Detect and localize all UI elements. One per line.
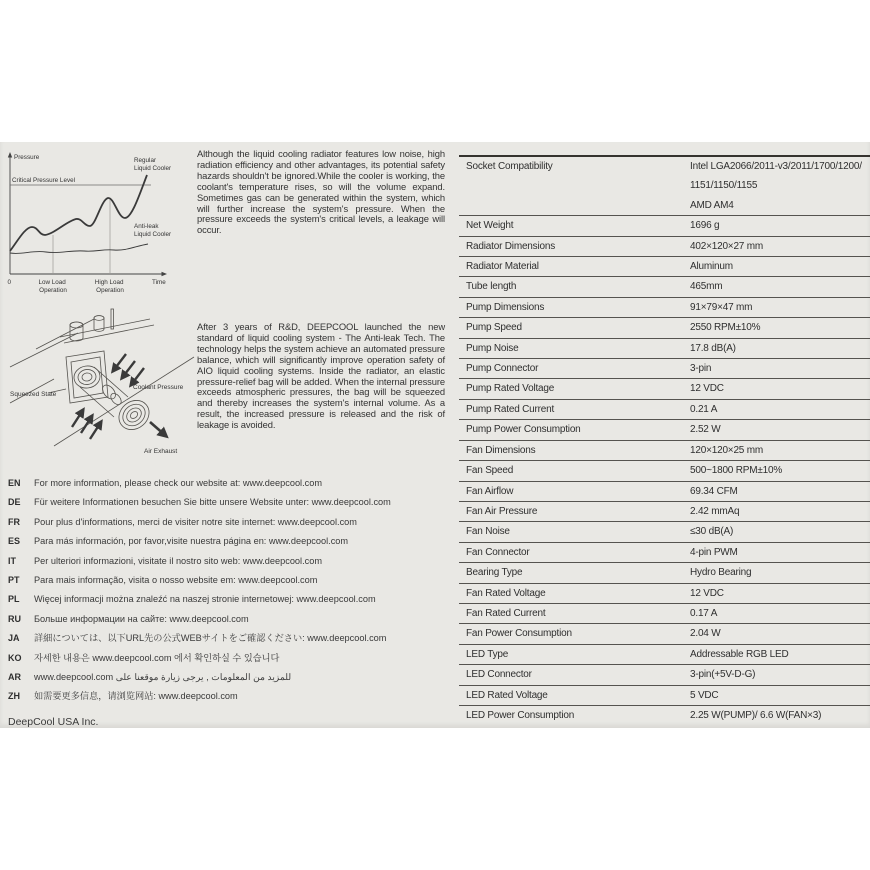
antileak-cooler-label: Anti-leak Liquid Cooler: [134, 223, 172, 238]
spec-label: Pump Dimensions: [466, 301, 545, 313]
spec-value-line: 3-pin(+5V-D-G): [690, 669, 756, 681]
spec-row: [459, 583, 870, 603]
chart-ylabel: Pressure: [14, 154, 40, 161]
spec-label: Tube length: [466, 281, 517, 293]
x-axis-arrow-icon: [162, 272, 168, 276]
language-row-es: [8, 532, 448, 551]
language-row-de: [8, 493, 448, 512]
spec-row: [459, 521, 870, 541]
spec-value: [690, 482, 870, 501]
spec-label: Fan Rated Current: [466, 607, 546, 619]
coolant-pressure-arrows: [113, 354, 144, 385]
spec-value: [690, 359, 870, 378]
spec-table: [459, 155, 870, 725]
spec-value: [690, 604, 870, 623]
language-text: For more information, please check our website at: www.deepcool.com: [34, 478, 323, 488]
spec-value-line: 3-pin: [690, 363, 712, 375]
language-code: ZH: [8, 691, 20, 702]
language-text: 如需要更多信息，请浏览网站: www.deepcool.com: [34, 691, 238, 702]
spec-row: [459, 378, 870, 398]
spec-value-line: 2.42 mmAq: [690, 505, 740, 517]
spec-value-line: ≤30 dB(A): [690, 526, 734, 538]
spec-label: Fan Airflow: [466, 485, 514, 497]
antileak-diagram: [8, 305, 198, 460]
spec-value: [690, 298, 870, 317]
spec-value-line: 120×120×25 mm: [690, 444, 764, 456]
spec-value: [690, 420, 870, 439]
language-row-ar: [8, 668, 448, 687]
spec-value-line: 465mm: [690, 281, 723, 293]
spec-label: Fan Power Consumption: [466, 628, 572, 640]
language-text: Para mais informação, visita o nosso website em: www.deepcool.com: [34, 574, 318, 585]
spec-row: [459, 440, 870, 460]
language-code: JA: [8, 633, 20, 644]
spec-value: [690, 379, 870, 398]
spec-label: Pump Rated Current: [466, 403, 555, 415]
language-text: Więcej informacji można znaleźć na naszej stronie internetowej: www.deepcool.com: [34, 594, 376, 605]
language-text: Pour plus d'informations, merci de visiter notre site internet: www.deepcool.com: [34, 516, 357, 527]
spec-value: [690, 645, 870, 664]
spec-value: [690, 584, 870, 603]
spec-row: [459, 460, 870, 480]
spec-value: [690, 543, 870, 562]
spec-value-line: 4-pin PWM: [690, 546, 738, 558]
coolant-pressure-label: Coolant Pressure: [133, 384, 184, 391]
spec-row: [459, 338, 870, 358]
spec-row: [459, 644, 870, 664]
language-row-ru: [8, 610, 448, 629]
language-text: للمزيد من المعلومات , يرجى زيارة موقعنا على www.deepcool.com: [34, 671, 292, 682]
spec-label: Net Weight: [466, 220, 514, 232]
spec-value-line: 12 VDC: [690, 587, 724, 599]
language-text: 자세한 내용은 www.deepcool.com 에서 확인하실 수 있습니다: [34, 652, 280, 663]
spec-label: Fan Speed: [466, 465, 514, 477]
antileak-diagram-svg: [8, 305, 198, 460]
language-text: 詳細については、以下URL先の公式WEBサイトをご確認ください: www.deepcool.com: [34, 633, 387, 644]
language-text: Per ulteriori informazioni, visitate il nostro sito web: www.deepcool.com: [34, 555, 322, 566]
language-row-it: [8, 552, 448, 571]
language-code: RU: [8, 613, 21, 624]
language-code: ES: [8, 536, 21, 547]
spec-value: [690, 441, 870, 460]
spec-value-line: 500~1800 RPM±10%: [690, 465, 783, 477]
spec-value: [690, 706, 870, 725]
language-code: AR: [8, 671, 21, 682]
regular-cooler-label: Regular Liquid Cooler: [134, 157, 172, 172]
spec-row: [459, 705, 870, 725]
spec-value-line: 402×120×27 mm: [690, 240, 764, 252]
spec-label: LED Rated Voltage: [466, 689, 548, 701]
language-code: KO: [8, 652, 22, 663]
spec-value-line: 2.52 W: [690, 424, 721, 436]
spec-row: [459, 481, 870, 501]
spec-value: [690, 686, 870, 705]
spec-value: [690, 665, 870, 684]
language-text: Para más información, por favor,visite nuestra página en: www.deepcool.com: [34, 536, 349, 547]
spec-row: [459, 297, 870, 317]
spec-value-line: 12 VDC: [690, 383, 724, 395]
language-website-list: [8, 474, 448, 707]
spec-row: [459, 623, 870, 643]
language-row-pl: [8, 590, 448, 609]
antileak-cooler-curve: [10, 244, 148, 253]
spec-value: [690, 563, 870, 582]
spec-value-line: Addressable RGB LED: [690, 648, 789, 660]
air-exhaust-label: Air Exhaust: [144, 448, 178, 455]
language-code: FR: [8, 516, 20, 527]
spec-label: Fan Dimensions: [466, 444, 536, 456]
language-row-ja: [8, 629, 448, 648]
spec-value: [690, 157, 870, 215]
spec-value-line: Hydro Bearing: [690, 567, 752, 579]
spec-label: Radiator Dimensions: [466, 240, 556, 252]
language-code: PL: [8, 594, 20, 605]
spec-row: [459, 501, 870, 521]
spec-label: Pump Connector: [466, 363, 539, 375]
pressure-chart-svg: [4, 147, 196, 299]
spec-label: LED Connector: [466, 669, 532, 681]
spec-value: [690, 339, 870, 358]
spec-row: [459, 215, 870, 235]
language-row-ko: [8, 649, 448, 668]
language-code: PT: [8, 574, 20, 585]
language-row-pt: [8, 571, 448, 590]
high-load-tick-label: High Load Operation: [94, 279, 124, 294]
spec-label: Pump Noise: [466, 342, 519, 354]
language-code: EN: [8, 478, 21, 488]
spec-value-line: 1696 g: [690, 220, 720, 232]
spec-value: [690, 237, 870, 256]
spec-label: Radiator Material: [466, 261, 539, 273]
spec-value-line: 2.04 W: [690, 628, 721, 640]
air-exhaust-arrow: [150, 422, 166, 436]
spec-value: [690, 502, 870, 521]
spec-label: Fan Connector: [466, 546, 530, 558]
language-text: Больше информации на сайте: www.deepcool.com: [34, 613, 249, 624]
spec-value: [690, 277, 870, 296]
spec-value: [690, 216, 870, 235]
spec-value-line: 2550 RPM±10%: [690, 322, 761, 334]
spec-label: Pump Power Consumption: [466, 424, 581, 436]
spec-value-line: AMD AM4: [690, 199, 734, 211]
spec-value: [690, 257, 870, 276]
squeezed-state-label: Squeezed State: [10, 391, 57, 398]
spec-value-line: 2.25 W(PUMP)/ 6.6 W(FAN×3): [690, 709, 822, 721]
spec-value-line: 69.34 CFM: [690, 485, 738, 497]
spec-label: Bearing Type: [466, 567, 523, 579]
spec-label: Pump Speed: [466, 322, 522, 334]
spec-row: [459, 419, 870, 439]
spec-row: [459, 664, 870, 684]
spec-row: [459, 236, 870, 256]
critical-level-label: Critical Pressure Level: [12, 177, 75, 184]
spec-label: Pump Rated Voltage: [466, 383, 555, 395]
pressure-chart: [4, 147, 196, 299]
spec-label: Fan Air Pressure: [466, 505, 538, 517]
spec-row: [459, 685, 870, 705]
language-code: IT: [8, 555, 16, 566]
radiator-line-art: [10, 309, 194, 446]
spec-label: LED Type: [466, 648, 509, 660]
spec-value-line: 0.17 A: [690, 607, 718, 619]
language-text: Für weitere Informationen besuchen Sie bitte unsere Website unter: www.deepcool.com: [34, 497, 391, 508]
spec-label: Fan Rated Voltage: [466, 587, 546, 599]
spec-value: [690, 522, 870, 541]
spec-row: [459, 399, 870, 419]
origin-tick-label: 0: [7, 279, 12, 286]
company-name: DeepCool USA Inc.: [8, 716, 99, 728]
spec-row: [459, 562, 870, 582]
language-row-zh: [8, 687, 448, 706]
spec-value: [690, 624, 870, 643]
intro-paragraph-1: Although the liquid cooling radiator features low noise, high radiation efficiency and other advantages, its potential safety hazards shouldn't be ignored.While the cooler is working, the coolant's temperature rises, so will the volume expand. Sometimes gas can be generated within the system, which will further increase the system's pressure. When the pressure exceeds the system's critical levels, a leakage will occur.: [197, 148, 445, 236]
spec-value-line: 17.8 dB(A): [690, 342, 736, 354]
spec-value-line: 1151/1150/1155: [690, 180, 758, 192]
spec-row: [459, 155, 870, 215]
language-row-fr: [8, 513, 448, 532]
spec-label: Socket Compatibility: [466, 161, 553, 172]
spec-value-line: Aluminum: [690, 261, 733, 273]
spec-label: LED Power Consumption: [466, 709, 575, 721]
language-row-en: [8, 474, 448, 493]
spec-row: [459, 358, 870, 378]
spec-row: [459, 256, 870, 276]
intro-paragraph-2: After 3 years of R&D, DEEPCOOL launched the new standard of liquid cooling system - The Anti-leak Tech. The technology helps the system achieve an automated pressure balance, which will significantly improve operation safety of AIO liquid cooling systems. Inside the radiator, an elastic pressure-relief bag will be added. When the internal pressure exceeds atmospheric pressures, the bag will be squeezed and thereby increases the system's internal volume. As a result, the increased pressure is released and the risk of leakage is avoided.: [197, 321, 445, 431]
y-axis-arrow-icon: [8, 152, 12, 158]
spec-value: [690, 461, 870, 480]
spec-row: [459, 603, 870, 623]
spec-value: [690, 400, 870, 419]
internal-pressure-arrows: [72, 410, 101, 439]
spec-value-line: 5 VDC: [690, 689, 719, 701]
packaging-panel: [0, 142, 870, 728]
spec-value-line: Intel LGA2066/2011-v3/2011/1700/1200/: [690, 161, 862, 172]
spec-label: Fan Noise: [466, 526, 510, 538]
spec-value-line: 0.21 A: [690, 403, 718, 415]
regular-cooler-curve: [10, 175, 147, 251]
chart-xlabel: Time: [152, 279, 166, 286]
spec-value: [690, 318, 870, 337]
spec-value-line: 91×79×47 mm: [690, 301, 753, 313]
language-code: DE: [8, 497, 21, 508]
spec-row: [459, 542, 870, 562]
spec-row: [459, 276, 870, 296]
spec-row: [459, 317, 870, 337]
low-load-tick-label: Low Load Operation: [38, 279, 67, 294]
